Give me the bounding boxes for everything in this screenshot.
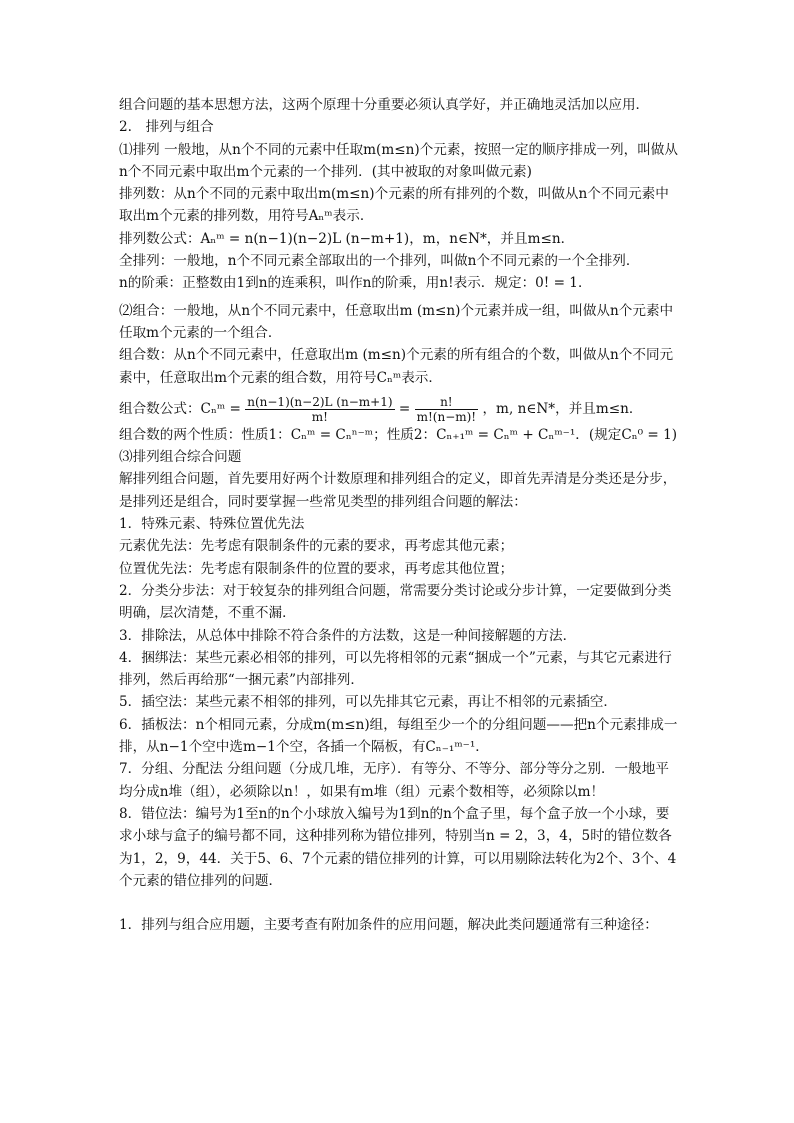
combination-fraction-1	[245, 395, 394, 424]
method-8-derangement: 8．错位法：编号为1至n的n个小球放入编号为1到n的n个盒子里，每个盒子放一个小球，要求小球与盒子的编号都不同，这种排列称为错位排列，特别当n = 2，3，4，5时的错位数各为1，2，9，44．关于5、6、7个元素的错位排列的计算，可以用剔除法转化为2个、3个、4个元素的错位排列的问题．	[119, 805, 677, 889]
fraction-1-numerator: n(n−1)(n−2)L (n−m+1)	[247, 394, 393, 409]
method-2-classification: 2．分类分步法：对于较复杂的排列组合问题，常需要分类讨论或分步计算，一定要做到分类明确，层次清楚，不重不漏．	[119, 582, 672, 622]
combination-formula-suffix: ，m, n∈N*，并且m≤n．	[482, 400, 643, 417]
combination-fraction-2	[415, 395, 479, 424]
paragraph-application-problems: 1．排列与组合应用题，主要考查有附加条件的应用问题，解决此类问题通常有三种途径：	[119, 917, 658, 934]
paragraph-intro: 组合问题的基本思想方法，这两个原理十分重要必须认真学好，并正确地灵活加以应用．	[119, 97, 650, 113]
method-1-position-priority: 位置优先法：先考虑有限制条件的位置的要求，再考虑其他位置；	[119, 560, 514, 577]
document-body	[119, 94, 679, 936]
method-7-grouping: 7．分组、分配法 分组问题（分成几堆，无序）．有等分、不等分、部分等分之别．一般地平均分成n堆（组），必须除以n！，如果有m堆（组）元素个数相等，必须除以m！	[119, 761, 669, 800]
paragraph-combination-definition: ⑵组合：一般地，从n个不同元素中，任意取出m (m≤n)个元素并成一组，叫做从n个元素中任取m个元素的一个组合．	[119, 302, 674, 341]
section-heading-comprehensive: ⑶排列组合综合问题	[119, 449, 242, 466]
combination-formula-prefix: 组合数公式：Cₙᵐ =	[119, 400, 241, 417]
paragraph-full-permutation: 全排列：一般地，n个不同元素全部取出的一个排列，叫做n个不同元素的一个全排列．	[119, 253, 640, 270]
section-heading-permutation-combination: 2. 排列与组合	[119, 119, 214, 136]
method-1-element-priority: 元素优先法：先考虑有限制条件的元素的要求，再考虑其他元素；	[119, 538, 514, 555]
paragraph-permutation-number: 排列数：从n个不同的元素中取出m(m≤n)个元素的所有排列的个数，叫做从n个不同元素中取出m个元素的排列数，用符号Aₙᵐ表示．	[119, 186, 669, 225]
method-6-partition: 6．插板法：n个相同元素，分成m(m≤n)组，每组至少一个的分组问题——把n个元素排成一排，从n−1个空中选m−1个空，各插一个隔板，有Cₙ₋₁ᵐ⁻¹．	[119, 716, 678, 756]
method-1-heading: 1．特殊元素、特殊位置优先法	[119, 516, 305, 533]
paragraph-permutation-definition: ⑴排列 一般地，从n个不同的元素中任取m(m≤n)个元素，按照一定的顺序排成一列，叫做从n个不同元素中取出m个元素的一个排列．(其中被取的对象叫做元素)	[119, 141, 678, 180]
method-5-insertion: 5．插空法：某些元素不相邻的排列，可以先排其它元素，再让不相邻的元素插空．	[119, 694, 618, 711]
fraction-2-denominator: m!(n−m)!	[416, 409, 477, 424]
paragraph-permutation-formula: 排列数公式：Aₙᵐ = n(n−1)(n−2)L (n−m+1)，m，n∈N*，并且m≤n．	[119, 230, 575, 247]
fraction-1-denominator: m!	[311, 409, 328, 424]
paragraph-factorial: n的阶乘：正整数由1到n的连乘积，叫作n的阶乘，用n!表示．规定：0! = 1．	[119, 275, 592, 292]
paragraph-combination-number: 组合数：从n个不同元素中，任意取出m (m≤n)个元素的所有组合的个数，叫做从n个不同元素中，任意取出m个元素的组合数，用符号Cₙᵐ表示．	[119, 347, 674, 386]
paragraph-combination-formula	[119, 394, 679, 424]
combination-formula-equals: =	[398, 400, 411, 417]
method-4-bundling: 4．捆绑法：某些元素必相邻的排列，可以先将相邻的元素“捆成一个”元素，与其它元素进行排列，然后再给那“一捆元素”内部排列．	[119, 649, 672, 689]
fraction-2-numerator: n!	[415, 395, 479, 410]
paragraph-solving-intro: 解排列组合问题，首先要用好两个计数原理和排列组合的定义，即首先弄清是分类还是分步，是排列还是组合，同时要掌握一些常见类型的排列组合问题的解法：	[119, 471, 677, 510]
paragraph-combination-properties: 组合数的两个性质：性质1：Cₙᵐ = Cₙⁿ⁻ᵐ；性质2：Cₙ₊₁ᵐ = Cₙᵐ + Cₙᵐ⁻¹．(规定Cₙ⁰ = 1)	[119, 426, 678, 443]
method-3-exclusion: 3．排除法，从总体中排除不符合条件的方法数，这是一种间接解题的方法．	[119, 627, 577, 644]
